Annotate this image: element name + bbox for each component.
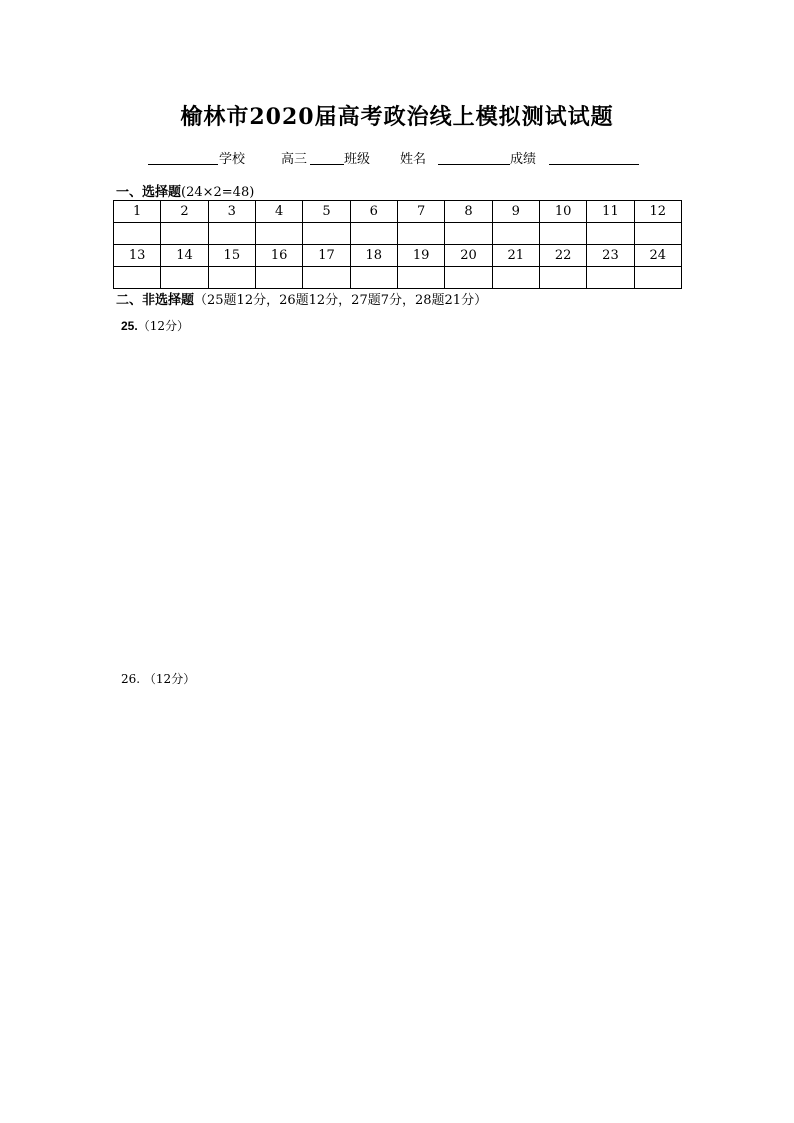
- answer-cell[interactable]: [350, 267, 397, 289]
- question-number-cell: 12: [634, 201, 681, 223]
- section-2-points: （25题12分，26题12分，27题7分，28题21分）: [194, 293, 488, 308]
- answer-cell[interactable]: [161, 267, 208, 289]
- answer-cell[interactable]: [539, 223, 586, 245]
- question-number-cell: 13: [114, 245, 161, 267]
- question-number-cell: 21: [492, 245, 539, 267]
- student-info-line: [148, 148, 648, 168]
- section-1-label: 一、选择题: [116, 185, 182, 200]
- answer-row: [114, 223, 682, 245]
- class-blank[interactable]: [310, 164, 344, 165]
- question-26-number: 26.: [121, 672, 141, 686]
- grade-label: 高三: [281, 152, 308, 167]
- question-number-cell: 1: [114, 201, 161, 223]
- answer-row: [114, 267, 682, 289]
- answer-cell[interactable]: [208, 223, 255, 245]
- question-number-cell: 23: [587, 245, 634, 267]
- question-25-number: 25.: [121, 319, 138, 333]
- answer-cell[interactable]: [255, 223, 302, 245]
- answer-cell[interactable]: [350, 223, 397, 245]
- question-number-cell: 17: [303, 245, 350, 267]
- score-blank[interactable]: [549, 164, 639, 165]
- school-blank[interactable]: [148, 164, 218, 165]
- question-number-cell: 16: [255, 245, 302, 267]
- question-number-cell: 9: [492, 201, 539, 223]
- question-26-heading: [121, 670, 195, 687]
- answer-cell[interactable]: [445, 267, 492, 289]
- class-label: 班级: [344, 152, 371, 167]
- section-2-heading: [116, 289, 487, 308]
- answer-cell[interactable]: [397, 223, 444, 245]
- answer-cell[interactable]: [587, 267, 634, 289]
- question-number-cell: 3: [208, 201, 255, 223]
- name-label: 姓名: [400, 152, 427, 167]
- question-number-cell: 4: [255, 201, 302, 223]
- question-number-cell: 7: [397, 201, 444, 223]
- question-25-heading: [121, 317, 189, 334]
- question-number-cell: 24: [634, 245, 681, 267]
- question-number-cell: 22: [539, 245, 586, 267]
- section-2-label: 二、非选择题: [116, 293, 195, 308]
- question-number-cell: 6: [350, 201, 397, 223]
- question-number-cell: 11: [587, 201, 634, 223]
- answer-cell[interactable]: [161, 223, 208, 245]
- question-number-cell: 5: [303, 201, 350, 223]
- question-26-points: （12分）: [143, 672, 196, 686]
- answer-cell[interactable]: [445, 223, 492, 245]
- question-25-points: （12分）: [137, 319, 189, 333]
- section-1-points: (24×2=48): [181, 185, 255, 200]
- question-number-cell: 14: [161, 245, 208, 267]
- answer-cell[interactable]: [587, 223, 634, 245]
- question-number-cell: 15: [208, 245, 255, 267]
- answer-cell[interactable]: [114, 267, 161, 289]
- question-number-cell: 2: [161, 201, 208, 223]
- answer-cell[interactable]: [114, 223, 161, 245]
- question-number-cell: 20: [445, 245, 492, 267]
- score-label: 成绩: [510, 152, 537, 167]
- answer-cell[interactable]: [492, 223, 539, 245]
- question-number-cell: 10: [539, 201, 586, 223]
- name-blank[interactable]: [438, 164, 510, 165]
- answer-cell[interactable]: [634, 267, 681, 289]
- question-number-row: [114, 245, 682, 267]
- answer-cell[interactable]: [208, 267, 255, 289]
- page-title: 榆林市2020届高考政治线上模拟测试试题: [180, 104, 614, 130]
- question-number-row: [114, 201, 682, 223]
- question-number-cell: 18: [350, 245, 397, 267]
- question-number-cell: 8: [445, 201, 492, 223]
- answer-cell[interactable]: [397, 267, 444, 289]
- school-label: 学校: [219, 152, 246, 167]
- answer-grid: [113, 200, 682, 289]
- answer-cell[interactable]: [492, 267, 539, 289]
- section-1-heading: [116, 181, 254, 200]
- answer-cell[interactable]: [303, 223, 350, 245]
- answer-cell[interactable]: [303, 267, 350, 289]
- question-number-cell: 19: [397, 245, 444, 267]
- answer-cell[interactable]: [539, 267, 586, 289]
- answer-cell[interactable]: [255, 267, 302, 289]
- answer-cell[interactable]: [634, 223, 681, 245]
